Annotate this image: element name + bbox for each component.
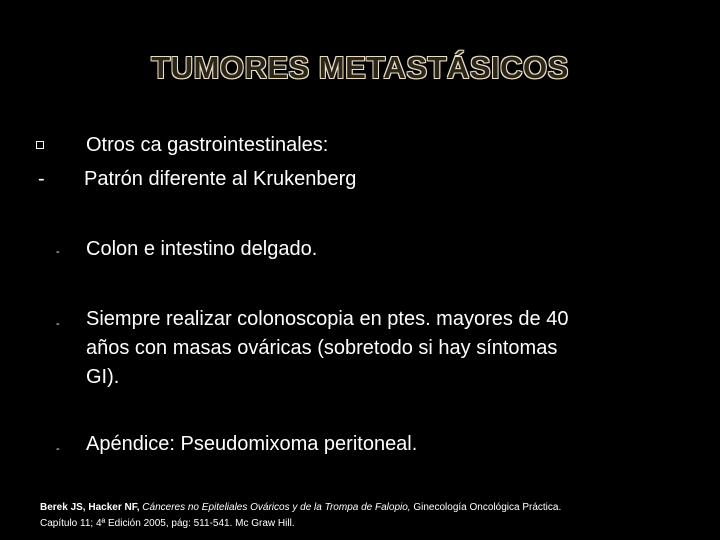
bullet-2-line-3: GI). xyxy=(86,366,120,388)
reference-book: Ginecología Oncológica Práctica. xyxy=(413,502,562,513)
intro-line-2: Patrón diferente al Krukenberg xyxy=(84,168,357,190)
reference-authors: Berek JS, Hacker NF, xyxy=(40,502,140,513)
bullet-3-marker: - xyxy=(56,443,60,455)
bullet-3-text: Apéndice: Pseudomixoma peritoneal. xyxy=(86,433,418,455)
bullet-2-line-2: años con masas ováricas (sobretodo si hay síntomas xyxy=(86,337,558,359)
reference-chapter-title: Cánceres no Epiteliales Ováricos y de la Trompa de Falopio, xyxy=(142,502,411,513)
reference-line-2: Capítulo 11; 4ª Edición 2005, pág: 511-541. Mc Graw Hill. xyxy=(40,518,295,529)
reference-line-1 xyxy=(40,500,710,516)
bullet-2-marker: - xyxy=(56,318,60,330)
bullet-2-line-1: Siempre realizar colonoscopia en ptes. mayores de 40 xyxy=(86,308,569,330)
reference xyxy=(40,500,710,532)
bullet-1-text: Colon e intestino delgado. xyxy=(86,238,318,260)
bullet-1-marker: - xyxy=(56,246,60,258)
slide-title: TUMORES METASTÁSICOS xyxy=(151,50,569,85)
intro-dash-marker: - xyxy=(38,168,45,190)
intro-line-1: Otros ca gastrointestinales: xyxy=(86,134,329,156)
checkbox-bullet-icon xyxy=(36,141,44,149)
